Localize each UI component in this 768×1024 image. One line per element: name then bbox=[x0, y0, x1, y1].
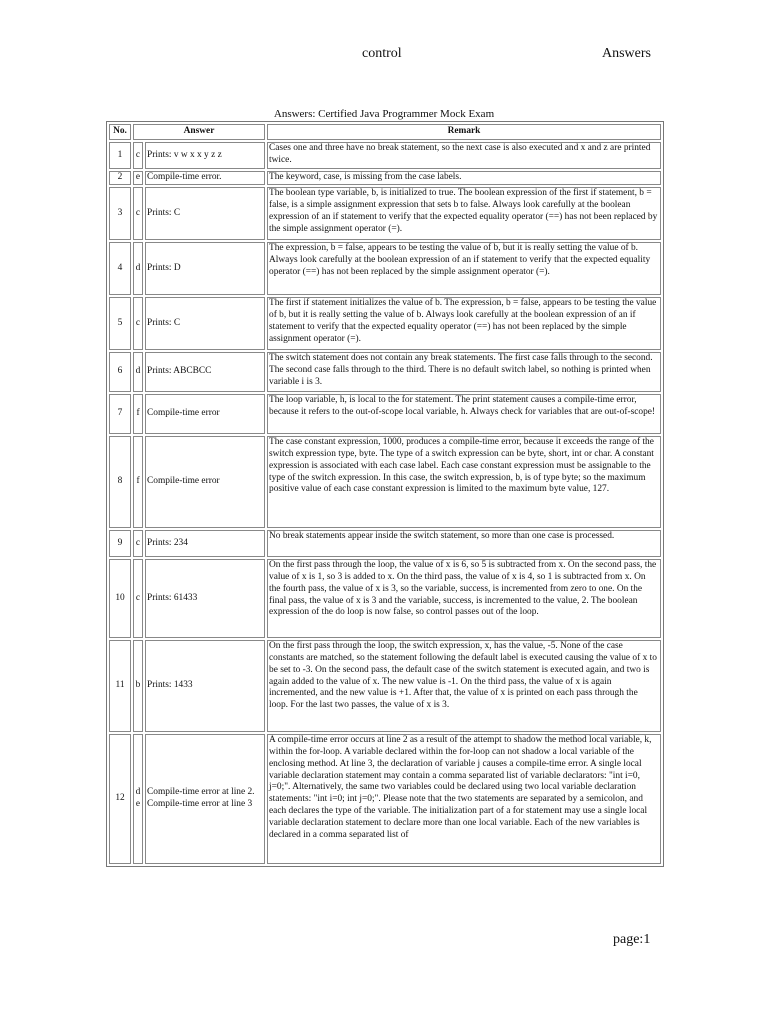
row-number: 5 bbox=[109, 297, 131, 350]
table-row bbox=[109, 734, 661, 864]
answer-text: Compile-time error at line 2. Compile-time error at line 3 bbox=[145, 734, 265, 864]
remark-text: The boolean type variable, b, is initialized to true. The boolean expression of the first if statement, b = false, is a simple assignment expression that sets b to false. Always look carefully at the boolean expression of an if statement to verify that the expected equality operator (==) has not been replaced by the simple assignment operator (=). bbox=[267, 187, 661, 240]
remark-text: The loop variable, h, is local to the for statement. The print statement causes a compile-time error, because it refers to the out-of-scope local variable, h. Always check for variables that are out-of-scope! bbox=[267, 394, 661, 434]
answer-text: Prints: C bbox=[145, 297, 265, 350]
table-row bbox=[109, 436, 661, 528]
answer-letter: f bbox=[133, 436, 143, 528]
remark-text: The expression, b = false, appears to be testing the value of b, but it is really setting the value of b. Always look carefully at the boolean expression of an if statement to verify that the expected equality operator (==) has not been replaced by the simple assignment operator (=). bbox=[267, 242, 661, 295]
remark-text: No break statements appear inside the switch statement, so more than one case is processed. bbox=[267, 530, 661, 557]
table-row bbox=[109, 352, 661, 392]
table-row bbox=[109, 297, 661, 350]
row-number: 11 bbox=[109, 640, 131, 732]
remark-text: A compile-time error occurs at line 2 as a result of the attempt to shadow the method local variable, k, within the for-loop. A variable declared within the for-loop can not shadow a local variable of the enclosing method. At line 3, the declaration of variable j causes a compile-time error. A single local variable declaration statement may contain a comma separated list of variable declarators: "int i=0, j=0;". Alternatively, the same two variables could be declared using two local variable declaration statements: "int i=0; int j=0;". Please note that the two statements are separated by a semicolon, and each declares the type of the variable. The initialization part of a for statement may use a single local variable declaration statement to declare more than one local variable. Each of the new variables is declared in a comma separated list of bbox=[267, 734, 661, 864]
row-number: 12 bbox=[109, 734, 131, 864]
answer-letter: d bbox=[133, 242, 143, 295]
page-number: page:1 bbox=[613, 932, 651, 947]
answer-letter: b bbox=[133, 640, 143, 732]
answers-table-wrapper bbox=[106, 121, 664, 867]
table-row bbox=[109, 530, 661, 557]
remark-text: The case constant expression, 1000, produces a compile-time error, because it exceeds the range of the switch expression type, byte. The type of a switch expression can be byte, short, int or char. A constant expression is associated with each case label. Each case constant expression must be assignable to the type of the switch expression. In this case, the switch expression, b, is of type byte; so the maximum positive value of each case constant expression is limited to the maximum byte value, 127. bbox=[267, 436, 661, 528]
table-row bbox=[109, 142, 661, 169]
answer-text: Prints: D bbox=[145, 242, 265, 295]
remark-text: Cases one and three have no break statement, so the next case is also executed and x and z are printed twice. bbox=[267, 142, 661, 169]
table-row bbox=[109, 187, 661, 240]
header-remark: Remark bbox=[267, 124, 661, 140]
header-section-title: control bbox=[362, 46, 402, 61]
header-answer: Answer bbox=[133, 124, 265, 140]
answer-text: Compile-time error bbox=[145, 394, 265, 434]
row-number: 2 bbox=[109, 171, 131, 185]
answer-letter: c bbox=[133, 297, 143, 350]
answer-letter: d e bbox=[133, 734, 143, 864]
answer-text: Prints: 1433 bbox=[145, 640, 265, 732]
answer-letter: f bbox=[133, 394, 143, 434]
answer-text: Prints: 61433 bbox=[145, 559, 265, 638]
answer-text: Prints: v w x x y z z bbox=[145, 142, 265, 169]
table-row bbox=[109, 559, 661, 638]
row-number: 10 bbox=[109, 559, 131, 638]
answer-letter: c bbox=[133, 142, 143, 169]
remark-text: The keyword, case, is missing from the case labels. bbox=[267, 171, 661, 185]
row-number: 8 bbox=[109, 436, 131, 528]
remark-text: On the first pass through the loop, the switch expression, x, has the value, -5. None of the case constants are matched, so the statement following the default label is executed causing the value of x to be set to -3. On the second pass, the default case of the switch statement is executed again, and two is again added to the value of x. The new value is -1. On the third pass, the value of x is again incremented, and the new value is +1. After that, the value of x is printed on each pass through the loop. For the last two passes, the value of x is 3. bbox=[267, 640, 661, 732]
remark-text: The first if statement initializes the value of b. The expression, b = false, appears to be testing the value of b, but it is really setting the value of b. Always look carefully at the boolean expression of an if statement to verify that the expected equality operator (==) has not been replaced by the simple assignment operator (=). bbox=[267, 297, 661, 350]
answer-letter: c bbox=[133, 530, 143, 557]
header-chapter-title: Answers bbox=[602, 46, 651, 61]
answer-letter: e bbox=[133, 171, 143, 185]
row-number: 3 bbox=[109, 187, 131, 240]
answer-text: Prints: C bbox=[145, 187, 265, 240]
table-header-row bbox=[109, 124, 661, 140]
row-number: 4 bbox=[109, 242, 131, 295]
answers-table bbox=[106, 121, 664, 867]
table-row bbox=[109, 171, 661, 185]
row-number: 1 bbox=[109, 142, 131, 169]
table-row bbox=[109, 394, 661, 434]
answer-text: Compile-time error bbox=[145, 436, 265, 528]
row-number: 7 bbox=[109, 394, 131, 434]
answer-text: Prints: 234 bbox=[145, 530, 265, 557]
header-no: No. bbox=[109, 124, 131, 140]
answer-letter: d bbox=[133, 352, 143, 392]
answer-text: Prints: ABCBCC bbox=[145, 352, 265, 392]
answer-text: Compile-time error. bbox=[145, 171, 265, 185]
row-number: 9 bbox=[109, 530, 131, 557]
answer-letter: c bbox=[133, 187, 143, 240]
table-row bbox=[109, 640, 661, 732]
table-row bbox=[109, 242, 661, 295]
table-caption: Answers: Certified Java Programmer Mock Exam bbox=[273, 108, 495, 120]
answer-letter: c bbox=[133, 559, 143, 638]
row-number: 6 bbox=[109, 352, 131, 392]
remark-text: The switch statement does not contain any break statements. The first case falls through to the second. The second case falls through to the third. There is no default switch label, so nothing is printed when variable i is 3. bbox=[267, 352, 661, 392]
remark-text: On the first pass through the loop, the value of x is 6, so 5 is subtracted from x. On the second pass, the value of x is 1, so 3 is added to x. On the third pass, the value of x is 4, so 1 is subtracted from x. On the fourth pass, the value of x is 3, so the variable, success, is incremented from zero to one. On the final pass, the value of x is 3 and the variable, success, is incremented to the value, 2. The boolean expression of the do loop is now false, so control passes out of the loop. bbox=[267, 559, 661, 638]
